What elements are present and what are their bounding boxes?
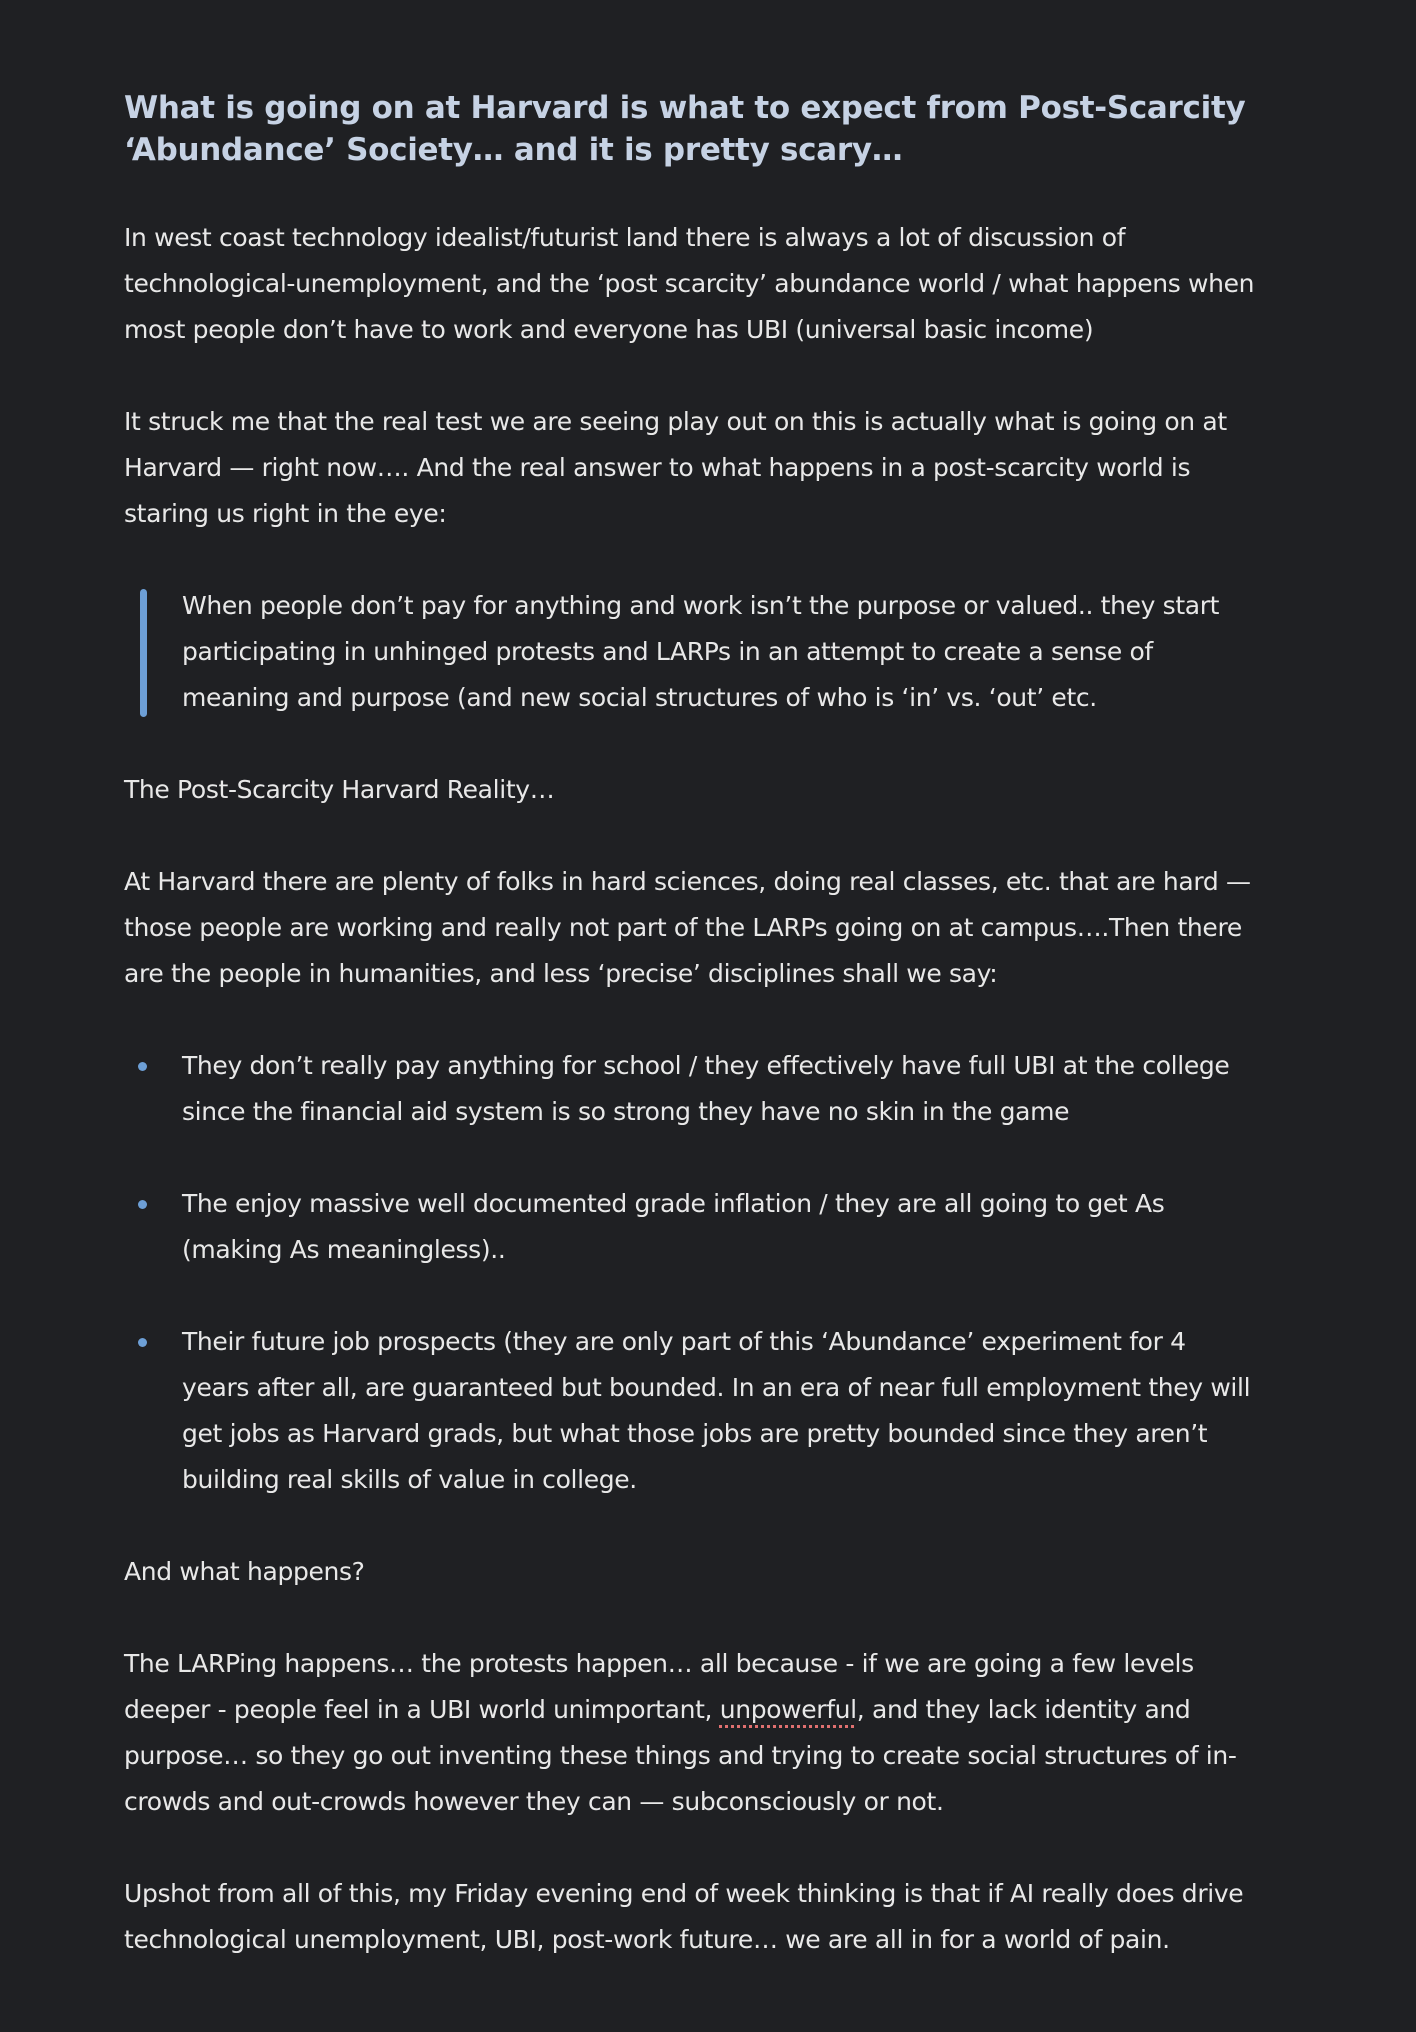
bullet-dot-icon	[138, 1338, 147, 1347]
blockquote-text: When people don’t pay for anything and work isn’t the purpose or valued.. they start participating in unhinged protests and LARPs in an attempt to create a sense of meaning and purpose (and new social structures of who is ‘in’ vs. ‘out’ etc.	[182, 591, 1220, 712]
paragraph-harvard-test: It struck me that the real test we are seeing play out on this is actually what is going on at Harvard — right now…. And the real answer to what happens in a post-scarcity world is staring us right in the eye:	[124, 407, 1227, 528]
blockquote	[124, 583, 1256, 721]
list-item	[124, 1319, 1256, 1503]
list-item	[124, 1181, 1256, 1273]
blockquote-bar	[140, 589, 147, 717]
bullet-dot-icon	[138, 1062, 147, 1071]
larping-text-start: The LARPing happens… the protests happen… all because - if we are going a few levels deeper - people feel in a UBI world unimportant,	[124, 1649, 1194, 1724]
larping-text-end: , and they lack identity and purpose… so they go out inventing these things and trying to create social structures of in-crowds and out-crowds however they can — subconsciously or not.	[124, 1695, 1237, 1816]
bullet-dot-icon	[138, 1200, 147, 1209]
list-item	[124, 1043, 1256, 1135]
paragraph-hard-sciences: At Harvard there are plenty of folks in hard sciences, doing real classes, etc. that are hard — those people are working and really not part of the LARPs going on at campus….Then there are the people in humanities, and less ‘precise’ disciplines shall we say:	[124, 867, 1251, 988]
list-item-text: They don’t really pay anything for school / they effectively have full UBI at the college since the financial aid system is so strong they have no skin in the game	[182, 1051, 1230, 1126]
paragraph-intro: In west coast technology idealist/futurist land there is always a lot of discussion of technological-unemployment, and the ‘post scarcity’ abundance world / what happens when most people don’t have to work and everyone has UBI (universal basic income)	[124, 223, 1255, 344]
paragraph-upshot: Upshot from all of this, my Friday evening end of week thinking is that if AI really does drive technological unemployment, UBI, post-work future… we are all in for a world of pain.	[124, 1879, 1244, 1954]
paragraph-what-happens: And what happens?	[124, 1557, 365, 1586]
list-item-text: The enjoy massive well documented grade inflation / they are all going to get As (making As meaningless)..	[182, 1189, 1165, 1264]
misspelled-word[interactable]: unpowerful	[719, 1695, 857, 1724]
paragraph-larping	[124, 1641, 1256, 1825]
list-item-text: Their future job prospects (they are only part of this ‘Abundance’ experiment for 4 years after all, are guaranteed but bounded. In an era of near full employment they will get jobs as Harvard grads, but what those jobs are pretty bounded since they aren’t building real skills of value in college.	[182, 1327, 1251, 1494]
document-title: What is going on at Harvard is what to expect from Post-Scarcity ‘Abundance’ Society… and it is pretty scary…	[124, 90, 1246, 168]
section-heading: The Post-Scarcity Harvard Reality…	[124, 775, 555, 804]
bullet-list	[124, 1043, 1256, 1503]
